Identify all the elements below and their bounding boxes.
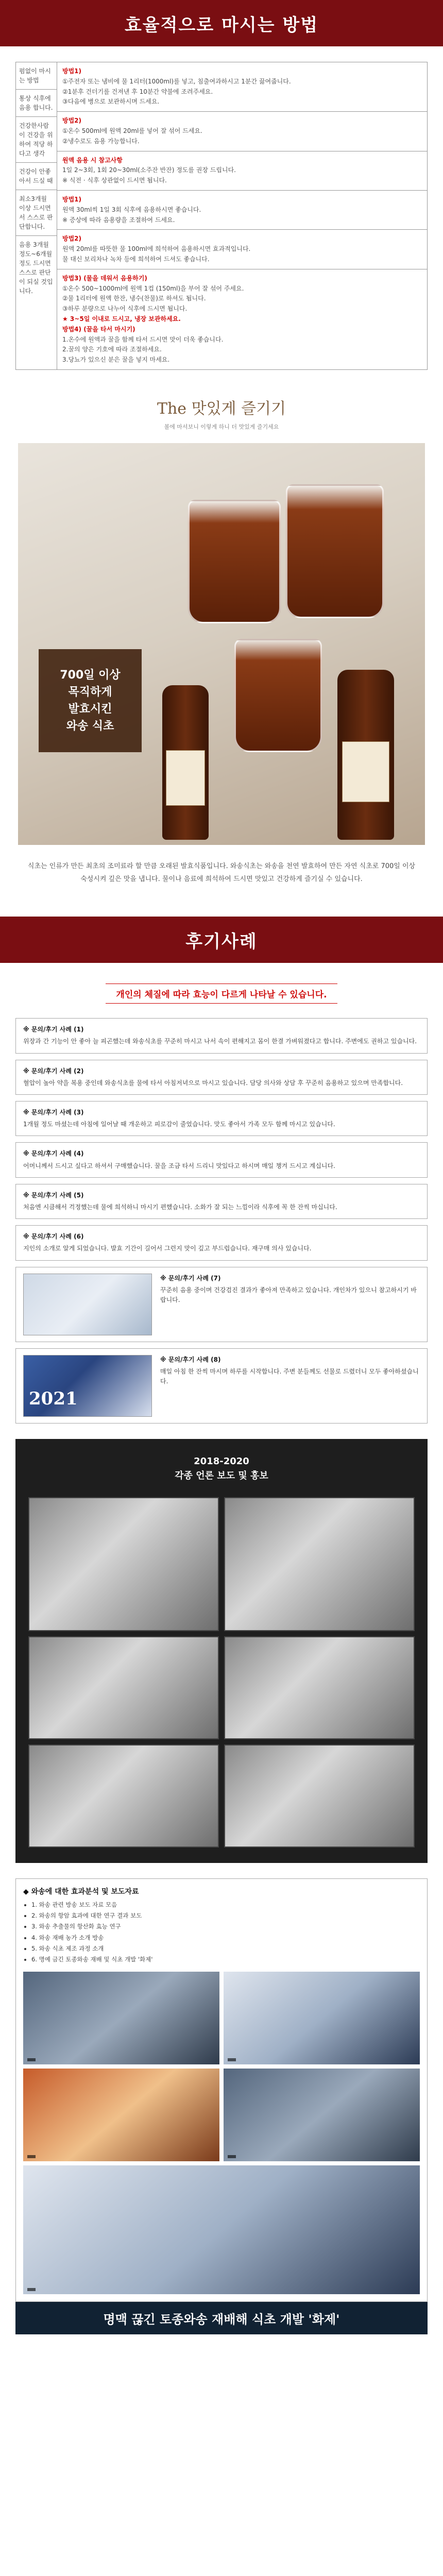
method-line: 방법3) (물을 데워서 음용하기) [62,274,147,282]
cup-image [188,500,281,623]
method-label: 건강이 안좋아서 드실 때 [16,163,57,190]
method-line: 방법4) (꿀을 타서 마시기) [62,325,135,333]
tv-list-item: • 1. 와송 관련 방송 보도 자료 모음 [31,1900,420,1910]
method-contents [57,62,427,369]
method-line: ①온수 500~1000ml에 원액 1컵 (150ml)을 부어 잘 섞어 주세요. [62,284,244,292]
tv-caption [27,2058,36,2061]
review-text: 어머니께서 드시고 싶다고 하셔서 구매했습니다. 꿀을 조금 타서 드리니 맛있다고 하시며 매일 챙겨 드시고 계십니다. [23,1162,335,1170]
method-line: 방법1) [62,67,82,75]
press-section [15,1439,428,1863]
method-line: ③다음에 병으로 보관하시며 드세요. [62,98,160,106]
tag-line: 목직하게 [68,685,112,699]
review-text: 위장과 간 기능이 안 좋아 늘 피곤했는데 와송식초를 꾸준히 마시고 나서 속이 편해지고 몸이 한결 가벼워졌다고 합니다. 주변에도 권하고 있습니다. [23,1038,417,1045]
header-banner [0,0,443,46]
method-line: 원액 20ml를 따뜻한 물 100ml에 희석하여 음용하시면 효과적입니다. [62,245,251,253]
method-table [15,62,428,370]
method-line: ③하루 분량으로 나누어 식후에 드시면 됩니다. [62,305,188,313]
review-item-with-image [15,1348,428,1423]
review-image [23,1274,152,1335]
tv-list-item: • 5. 와송 식초 제조 과정 소개 [31,1943,420,1954]
press-clip-image [224,1636,415,1739]
press-clip-image [28,1636,219,1739]
tv-screenshot [23,1972,219,2064]
product-description: 식초는 인류가 만든 최초의 조미료라 할 만큼 오래된 발효식품입니다. 와송식초는 와송을 천연 발효하여 만든 자연 식초로 700일 이상 숙성시켜 깊은 맛을 냅니다. 물이나 음료에 희석하여 드시면 맛있고 건강하게 즐기실 수 있습니다. [27,862,416,883]
tv-screenshot [224,2069,420,2161]
method-line: 물 대신 보리차나 녹차 등에 희석하여 드셔도 좋습니다. [62,255,210,263]
review-body [160,1274,420,1335]
method-label: 최소3개월 이상 드시면서 스스로 판단합니다. [16,190,57,236]
reviews-list [15,1018,428,1423]
review-title: ※ 문의/후기 사례 (1) [23,1026,84,1033]
method-label: 펌없이 마시는 방법 [16,62,57,90]
tv-caption [228,2155,236,2158]
review-body [160,1355,420,1417]
product-tag [39,649,142,752]
drink-photo [18,443,425,845]
reviews-headline-text: 개인의 체질에 따라 효능이 다르게 나타날 수 있습니다. [106,984,337,1004]
method-label: 통상 식후에 음용 합니다. [16,90,57,117]
tv-caption [27,2155,36,2158]
review-title: ※ 문의/후기 사례 (2) [23,1067,84,1075]
press-clippings [28,1497,415,1848]
press-clip-image [28,1497,219,1631]
method-row [57,151,427,191]
press-clip-image [224,1744,415,1848]
press-clip-image [224,1497,415,1631]
method-line: 3.당뇨가 있으신 분은 꿀을 넣지 마세요. [62,356,170,364]
reviews-banner [0,917,443,963]
review-image-text: 2021 [29,1388,78,1410]
section-subhead: The 맛있게 즐기기 [157,399,286,418]
review-text: 혈압이 높아 약을 복용 중인데 와송식초를 물에 타서 아침저녁으로 마시고 있습니다. 담당 의사와 상담 후 꾸준히 음용하고 있으며 만족합니다. [23,1079,403,1087]
method-line: ※ 증상에 따라 음용량을 조절하여 드세요. [62,216,175,224]
bottle-image [162,685,209,840]
method-row [57,191,427,230]
method-line: ★ 3~5일 이내로 드시고, 냉장 보관하세요. [62,315,181,323]
reviews-headline [0,984,443,1004]
tv-list-item: • 2. 와송의 항암 효과에 대한 연구 결과 보도 [31,1910,420,1921]
method-line: 1.온수에 원액과 꿀을 함께 타서 드시면 맛이 더욱 좋습니다. [62,335,224,343]
review-item [15,1142,428,1177]
tv-list [23,1900,420,1964]
method-line: 방법2) [62,117,82,125]
method-line: 방법1) [62,195,82,203]
method-line: 원액 음용 시 참고사항 [62,156,123,164]
review-item [15,1018,428,1053]
tv-screenshot [23,2165,420,2294]
method-row [57,112,427,151]
bottle-image [337,670,394,840]
page-title: 효율적으로 마시는 방법 [124,14,319,36]
review-text: 1개월 정도 마셨는데 아침에 일어날 때 개운하고 피로감이 줄었습니다. 맛도 좋아서 가족 모두 함께 마시고 있습니다. [23,1121,335,1128]
review-title: ※ 문의/후기 사례 (5) [23,1191,84,1199]
review-item [15,1101,428,1136]
review-item [15,1184,428,1219]
method-row [57,269,427,369]
method-line: ②1분후 건더기를 건져낸 후 10분간 약불에 조려주세요. [62,88,213,95]
review-title: ※ 문의/후기 사례 (8) [160,1355,221,1363]
press-clip-image [28,1744,219,1848]
method-line: ②냉수로도 음용 가능합니다. [62,137,140,145]
tv-title: ◆ 와송에 대한 효과분석 및 보도자료 [23,1888,139,1896]
section-subhead-note: 볼에 마셔보니 이렇게 하니 더 맛있게 즐기세요 [164,423,279,430]
bottom-caption: 명맥 끊긴 토종와송 재배해 식초 개발 '화제' [15,2302,428,2334]
method-labels [16,62,57,369]
press-heading: 각종 언론 보도 및 홍보 [175,1470,268,1482]
review-item-with-image [15,1267,428,1342]
method-line: ※ 식전 · 식후 상관없이 드시면 됩니다. [62,177,167,184]
method-row [57,62,427,112]
tv-screenshot [23,2069,219,2161]
tv-reports [15,1878,428,2302]
review-text: 처음엔 시큼해서 걱정했는데 물에 희석하니 마시기 편했습니다. 소화가 잘 되는 느낌이라 식후에 꼭 한 잔씩 마십니다. [23,1203,337,1211]
method-label: 건강한사람이 건강을 위하여 적당 하다고 생각 [16,117,57,163]
method-line: ①주전자 또는 냄비에 물 1리터(1000ml)를 넣고, 침출여과하시고 1분간 끓여줍니다. [62,77,291,85]
method-line: 방법2) [62,235,82,243]
review-text: 꾸준히 음용 중이며 건강검진 결과가 좋아져 만족하고 있습니다. 개인차가 있으니 참고하시기 바랍니다. [160,1286,417,1303]
review-title: ※ 문의/후기 사례 (6) [23,1233,84,1241]
tv-caption [27,2288,36,2291]
review-image [23,1355,152,1417]
method-label: 음용 3개월정도~6개월 정도 드시면 스스로 판단이 되실 것입니다. [19,241,53,295]
method-line: 원액 30ml씩 1일 3회 식후에 음용하시면 좋습니다. [62,206,201,213]
tag-line: 발효시킨 [68,702,112,716]
tv-screenshots [23,1972,420,2294]
review-title: ※ 문의/후기 사례 (3) [23,1109,84,1116]
cup-image [286,484,384,618]
review-text: 지인의 소개로 알게 되었습니다. 발효 기간이 길어서 그런지 맛이 깊고 부드럽습니다. 재구매 의사 있습니다. [23,1245,312,1252]
review-item [15,1060,428,1095]
tv-list-item: • 3. 와송 추출물의 항산화 효능 연구 [31,1921,420,1931]
tag-line: 700일 이상 [60,668,121,682]
tv-list-item: • 4. 와송 재배 농가 소개 방송 [31,1933,420,1943]
tv-list-item: • 6. 명예 금긴 토종와송 재배 및 식초 개발 '화제' [31,1954,420,1964]
method-row [57,230,427,269]
method-line: 1일 2~3회, 1회 20~30ml(소주잔 반잔) 정도를 권장 드립니다. [62,166,236,174]
method-line: 2.꿀의 양은 기호에 따라 조절하세요. [62,346,162,353]
method-line: ①온수 500ml에 원액 20ml를 넣어 잘 섞어 드세요. [62,127,202,134]
tag-line: 와송 식초 [66,719,114,733]
tv-screenshot [224,1972,420,2064]
review-title: ※ 문의/후기 사례 (4) [23,1150,84,1158]
review-item [15,1225,428,1260]
review-title: ※ 문의/후기 사례 (7) [160,1274,221,1282]
review-text: 매일 아침 한 잔씩 마시며 하루를 시작합니다. 주변 분들께도 선물로 드렸더니 모두 좋아하셨습니다. [160,1367,419,1385]
tv-caption [228,2058,236,2061]
press-years: 2018-2020 [194,1455,249,1467]
press-title [28,1454,415,1484]
method-line: ②물 1리터에 원액 한잔, 냉수(찬물)로 하셔도 됩니다. [62,295,206,302]
reviews-title: 후기사례 [185,931,258,952]
cup-image [234,639,322,752]
